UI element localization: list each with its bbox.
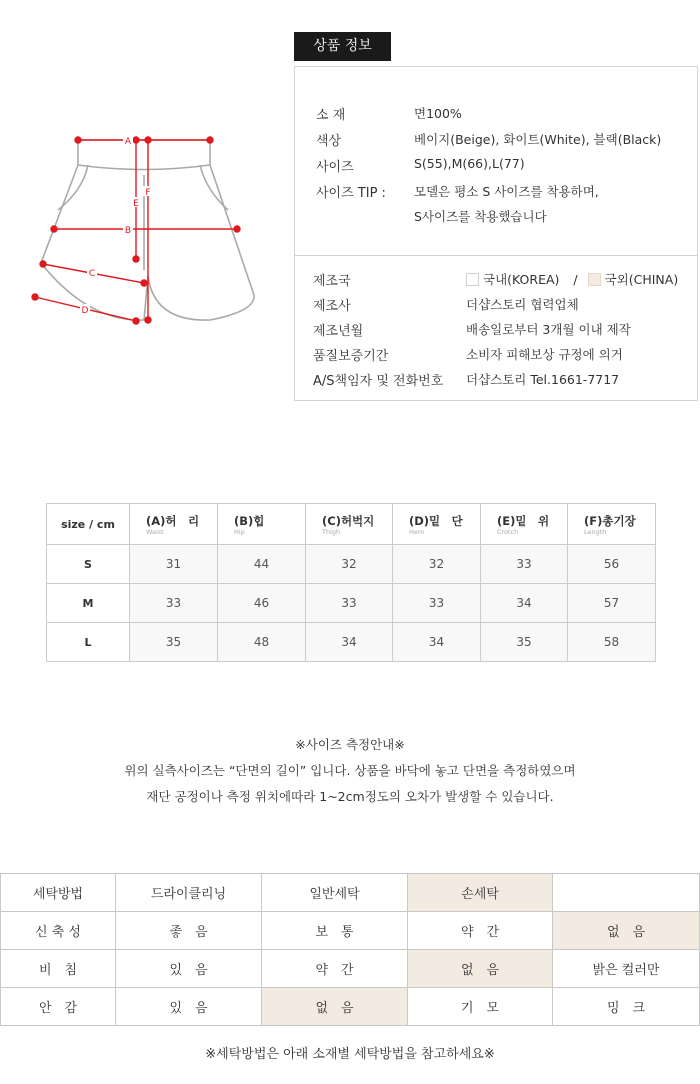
header-thigh: (C)허벅지 Thigh (306, 504, 393, 545)
spec-label-size-tip: 사이즈 TIP : (316, 186, 386, 201)
size-m: M (47, 584, 130, 623)
wash-cell-selected: 없 음 (553, 912, 700, 950)
origin-korea: 국내(KOREA) (483, 272, 560, 287)
origin-separator: / (573, 272, 578, 287)
warranty-value: 소비자 피해보상 규정에 의거 (466, 347, 623, 362)
wash-row-lining (1, 988, 700, 1026)
wash-cell: 밝은 컬러만 (553, 950, 700, 988)
measure-note-title: ※사이즈 측정안내※ (295, 737, 405, 752)
size-table-corner: size / cm (47, 504, 130, 545)
wash-cell: 밍 크 (553, 988, 700, 1026)
wash-cell: 약 간 (408, 912, 553, 950)
wash-row-stretch (1, 912, 700, 950)
table-cell: 34 (393, 623, 481, 662)
made-date-label: 제조년월 (313, 324, 364, 339)
wash-cell (553, 874, 700, 912)
wash-row-label: 안 감 (1, 988, 116, 1026)
wash-cell-selected: 없 음 (408, 950, 553, 988)
wash-cell: 있 음 (116, 950, 262, 988)
wash-row-see-through (1, 950, 700, 988)
spec-label-color: 색상 (316, 134, 342, 149)
wash-row-label: 비 침 (1, 950, 116, 988)
china-checkbox (588, 273, 601, 286)
size-table-header (47, 504, 656, 545)
table-cell: 58 (568, 623, 656, 662)
wash-cell: 일반세탁 (262, 874, 408, 912)
wash-cell: 드라이클리닝 (116, 874, 262, 912)
wash-cell: 있 음 (116, 988, 262, 1026)
table-row (47, 584, 656, 623)
as-contact-label: A/S책임자 및 전화번호 (313, 374, 444, 389)
wash-cell: 약 간 (262, 950, 408, 988)
wash-cell: 기 모 (408, 988, 553, 1026)
table-row (47, 545, 656, 584)
table-cell: 33 (306, 584, 393, 623)
table-cell: 33 (130, 584, 218, 623)
wash-row-label: 신 축 성 (1, 912, 116, 950)
spec-value-size: S(55),M(66),L(77) (414, 156, 525, 171)
header-hip: (B)힙 Hip (218, 504, 306, 545)
spec-value-material: 면100% (414, 106, 462, 121)
as-contact-value: 더샵스토리 Tel.1661-7717 (466, 372, 620, 387)
info-divider (294, 255, 698, 256)
spec-label-material: 소 재 (316, 108, 346, 123)
label-d: D (81, 306, 89, 316)
warranty-label: 품질보증기간 (313, 349, 389, 364)
table-cell: 56 (568, 545, 656, 584)
maker-value: 더샵스토리 협력업체 (466, 297, 579, 312)
table-cell: 32 (306, 545, 393, 584)
size-s: S (47, 545, 130, 584)
header-hem: (D)밑 단 Hem (393, 504, 481, 545)
wash-cell: 좋 음 (116, 912, 262, 950)
wash-row-method (1, 874, 700, 912)
wash-cell: 보 통 (262, 912, 408, 950)
spec-value-color: 베이지(Beige), 화이트(White), 블랙(Black) (414, 132, 662, 147)
wash-cell-selected: 없 음 (262, 988, 408, 1026)
table-cell: 31 (130, 545, 218, 584)
made-date-value: 배송일로부터 3개월 이내 제작 (466, 322, 631, 337)
label-c: C (88, 269, 96, 279)
table-cell: 48 (218, 623, 306, 662)
size-table (46, 503, 656, 662)
table-cell: 33 (481, 545, 568, 584)
table-cell: 57 (568, 584, 656, 623)
measure-note-line-2: 재단 공정이나 측정 위치에따라 1~2cm정도의 오차가 발생할 수 있습니다. (146, 789, 554, 804)
header-waist: (A)허 리 Waist (130, 504, 218, 545)
table-cell: 35 (130, 623, 218, 662)
maker-label: 제조사 (313, 299, 351, 314)
header-crotch: (E)밑 위 Crotch (481, 504, 568, 545)
origin-china: 국외(CHINA) (604, 272, 679, 287)
section-tab: 상품 정보 (294, 32, 391, 61)
label-a: A (124, 137, 132, 147)
table-cell: 44 (218, 545, 306, 584)
origin-label: 제조국 (313, 274, 351, 289)
origin-options (466, 270, 678, 288)
table-cell: 33 (393, 584, 481, 623)
table-cell: 34 (481, 584, 568, 623)
table-cell: 46 (218, 584, 306, 623)
table-cell: 34 (306, 623, 393, 662)
spec-value-size-tip-2: S사이즈를 착용했습니다 (414, 209, 547, 224)
measure-note-line-1: 위의 실측사이즈는 “단면의 길이” 입니다. 상품을 바닥에 놓고 단면을 측정하였으며 (124, 763, 576, 778)
size-l: L (47, 623, 130, 662)
spec-value-size-tip: 모델은 평소 S 사이즈를 착용하며, (414, 184, 599, 199)
table-cell: 35 (481, 623, 568, 662)
label-e: E (133, 199, 139, 209)
wash-footnote: ※세탁방법은 아래 소재별 세탁방법을 참고하세요※ (205, 1047, 495, 1062)
label-f: F (145, 188, 151, 198)
wash-row-label: 세탁방법 (1, 874, 116, 912)
wash-table (0, 873, 700, 1026)
table-row (47, 623, 656, 662)
label-b: B (124, 226, 132, 236)
header-length: (F)총기장 Length (568, 504, 656, 545)
table-cell: 32 (393, 545, 481, 584)
wash-cell-selected: 손세탁 (408, 874, 553, 912)
shorts-diagram (28, 130, 258, 330)
korea-checkbox (466, 273, 479, 286)
spec-label-size: 사이즈 (316, 160, 354, 175)
